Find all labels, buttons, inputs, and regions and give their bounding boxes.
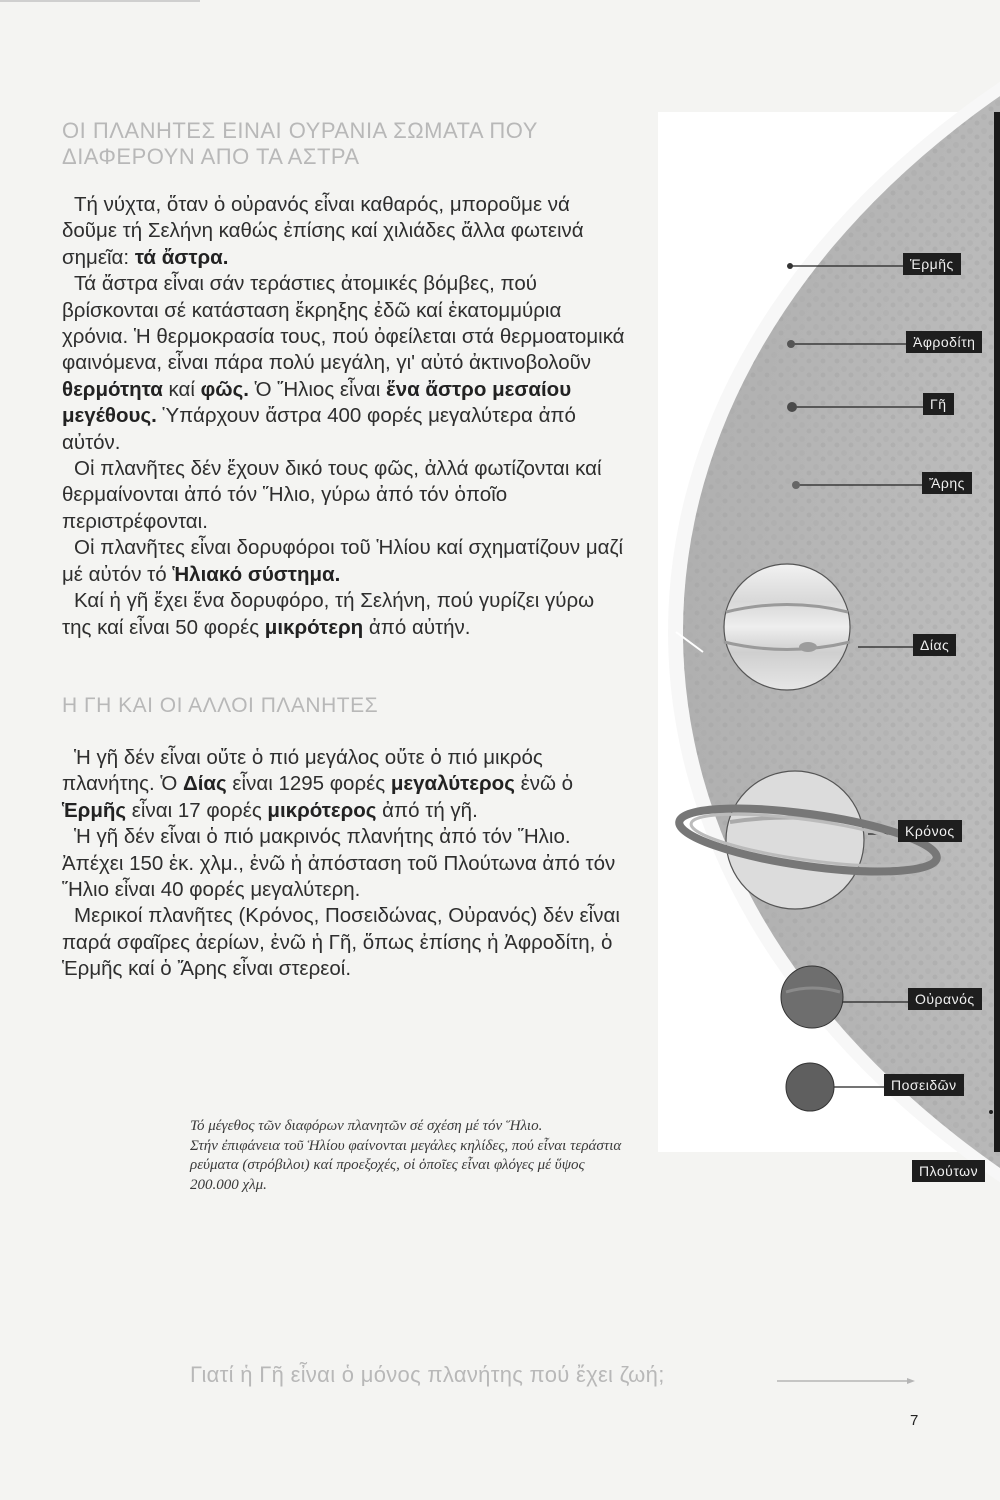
mars-planet xyxy=(792,481,800,489)
paragraph-planets-light: Οἱ πλανῆτες δέν ἔχουν δικό τους φῶς, ἀλλά φωτίζονται καί θερμαίνονται ἀπό τόν Ἥλιο, γύρω ἀπό τόν ὁποῖο περιστρέφονται. xyxy=(62,457,602,533)
mercury-planet xyxy=(787,263,793,269)
paragraph-night-sky: Τή νύχτα, ὅταν ὁ οὐρανός εἶναι καθαρός, μποροῦμε νά δοῦμε τή Σελήνη καθώς ἐπίσης καί χιλιάδες ἄλλα φωτεινά σημεῖα: τά ἄστρα. xyxy=(62,193,584,269)
label-mercury: Ἑρμῆς xyxy=(903,253,961,275)
figure-caption xyxy=(190,1117,630,1195)
solar-system-illustration xyxy=(658,112,1000,1179)
label-neptune: Ποσειδῶν xyxy=(884,1074,964,1096)
page-number: 7 xyxy=(910,1412,919,1429)
section-text-planets-vs-stars xyxy=(62,192,627,641)
caption-line-sizes: Τό μέγεθος τῶν διαφόρων πλανητῶν σέ σχέση μέ τόν Ἥλιο. xyxy=(190,1118,543,1134)
earth-planet xyxy=(787,402,797,412)
label-saturn: Κρόνος xyxy=(898,820,962,842)
top-edge-rule xyxy=(0,0,200,2)
paragraph-stars: Τά ἄστρα εἶναι σάν τεράστιες ἀτομικές βόμβες, πού βρίσκονται σέ κατάσταση ἔκρηξης ἐδῶ καί ἑκατομμύρια χρόνια. Ἡ θερμοκρασία τους, πού ὀφείλεται στά θερμοατομικά φαινόμενα, εἶναι πάρα πολύ μεγάλη, γι' αὐτό ἀκτινοβολοῦν θερμότητα καί φῶς. Ὁ Ἥλιος εἶναι ἕνα ἄστρο μεσαίου μεγέθους. Ὑπάρχουν ἄστρα 400 φορές μεγαλύτερα ἀπό αὐτόν. xyxy=(62,272,625,454)
section-heading-planets-vs-stars: ΟΙ ΠΛΑΝΗΤΕΣ ΕΙΝΑΙ ΟΥΡΑΝΙΑ ΣΩΜΑΤΑ ΠΟΥ ΔΙΑΦΕΡΟΥΝ ΑΠΟ ΤΑ ΑΣΤΡΑ xyxy=(62,118,538,169)
neptune-planet xyxy=(786,1063,834,1111)
jupiter-planet xyxy=(724,564,850,690)
pluto-planet xyxy=(989,1110,993,1114)
section-text-earth-and-planets xyxy=(62,745,627,983)
bottom-question: Γιατί ἡ Γῆ εἶναι ὁ μόνος πλανήτης πού ἔχει ζωή; xyxy=(190,1362,665,1387)
venus-planet xyxy=(787,340,795,348)
arrow-right-icon xyxy=(777,1376,917,1386)
paragraph-gas-planets: Μερικοί πλανῆτες (Κρόνος, Ποσειδώνας, Οὐρανός) δέν εἶναι παρά σφαῖρες ἀερίων, ἐνῶ ἡ Γῆ, ὅπως ἐπίσης ἡ Ἀφροδίτη, ὁ Ἑρμῆς καί ὁ Ἄρης εἶναι στερεοί. xyxy=(62,904,620,981)
label-earth: Γῆ xyxy=(923,393,954,415)
label-mars: Ἄρης xyxy=(922,472,972,494)
uranus-planet xyxy=(781,966,843,1028)
label-uranus: Οὐρανός xyxy=(908,988,982,1010)
paragraph-moon: Καί ἡ γῆ ἔχει ἕνα δορυφόρο, τή Σελήνη, πού γυρίζει γύρω της καί εἶναι 50 φορές μικρότερη ἀπό αὐτήν. xyxy=(62,589,595,639)
section-heading-earth-and-planets: Η ΓΗ ΚΑΙ ΟΙ ΑΛΛΟΙ ΠΛΑΝΗΤΕΣ xyxy=(62,694,379,717)
label-pluto: Πλούτων xyxy=(912,1160,985,1182)
label-venus: Ἀφροδίτη xyxy=(906,331,982,353)
paragraph-solar-system: Οἱ πλανῆτες εἶναι δορυφόροι τοῦ Ἡλίου καί σχηματίζουν μαζί μέ αὐτόν τό Ἡλιακό σύστημα. xyxy=(62,536,624,586)
label-jupiter: Δίας xyxy=(913,634,956,656)
caption-line-sun-surface: Στήν ἐπιφάνεια τοῦ Ἡλίου φαίνονται μεγάλες κηλίδες, πού εἶναι τεράστια ρεύματα (στρόβιλοι) καί προεξοχές, οἱ ὁποῖες εἶναι φλόγες μέ ὕψος 200.000 χλμ. xyxy=(190,1137,622,1193)
paragraph-earth-size: Ἡ γῆ δέν εἶναι οὔτε ὁ πιό μεγάλος οὔτε ὁ πιό μικρός πλανήτης. Ὁ Δίας εἶναι 1295 φορές μεγαλύτερος ἐνῶ ὁ Ἑρμῆς εἶναι 17 φορές μικρότερος ἀπό τή γῆ. xyxy=(62,746,574,822)
paragraph-earth-distance: Ἡ γῆ δέν εἶναι ὁ πιό μακρινός πλανήτης ἀπό τόν Ἥλιο. Ἀπέχει 150 ἑκ. χλμ., ἐνῶ ἡ ἀπόσταση τοῦ Πλούτωνα ἀπό τόν Ἥλιο εἶναι 40 φορές μεγαλύτερη. xyxy=(62,825,616,902)
